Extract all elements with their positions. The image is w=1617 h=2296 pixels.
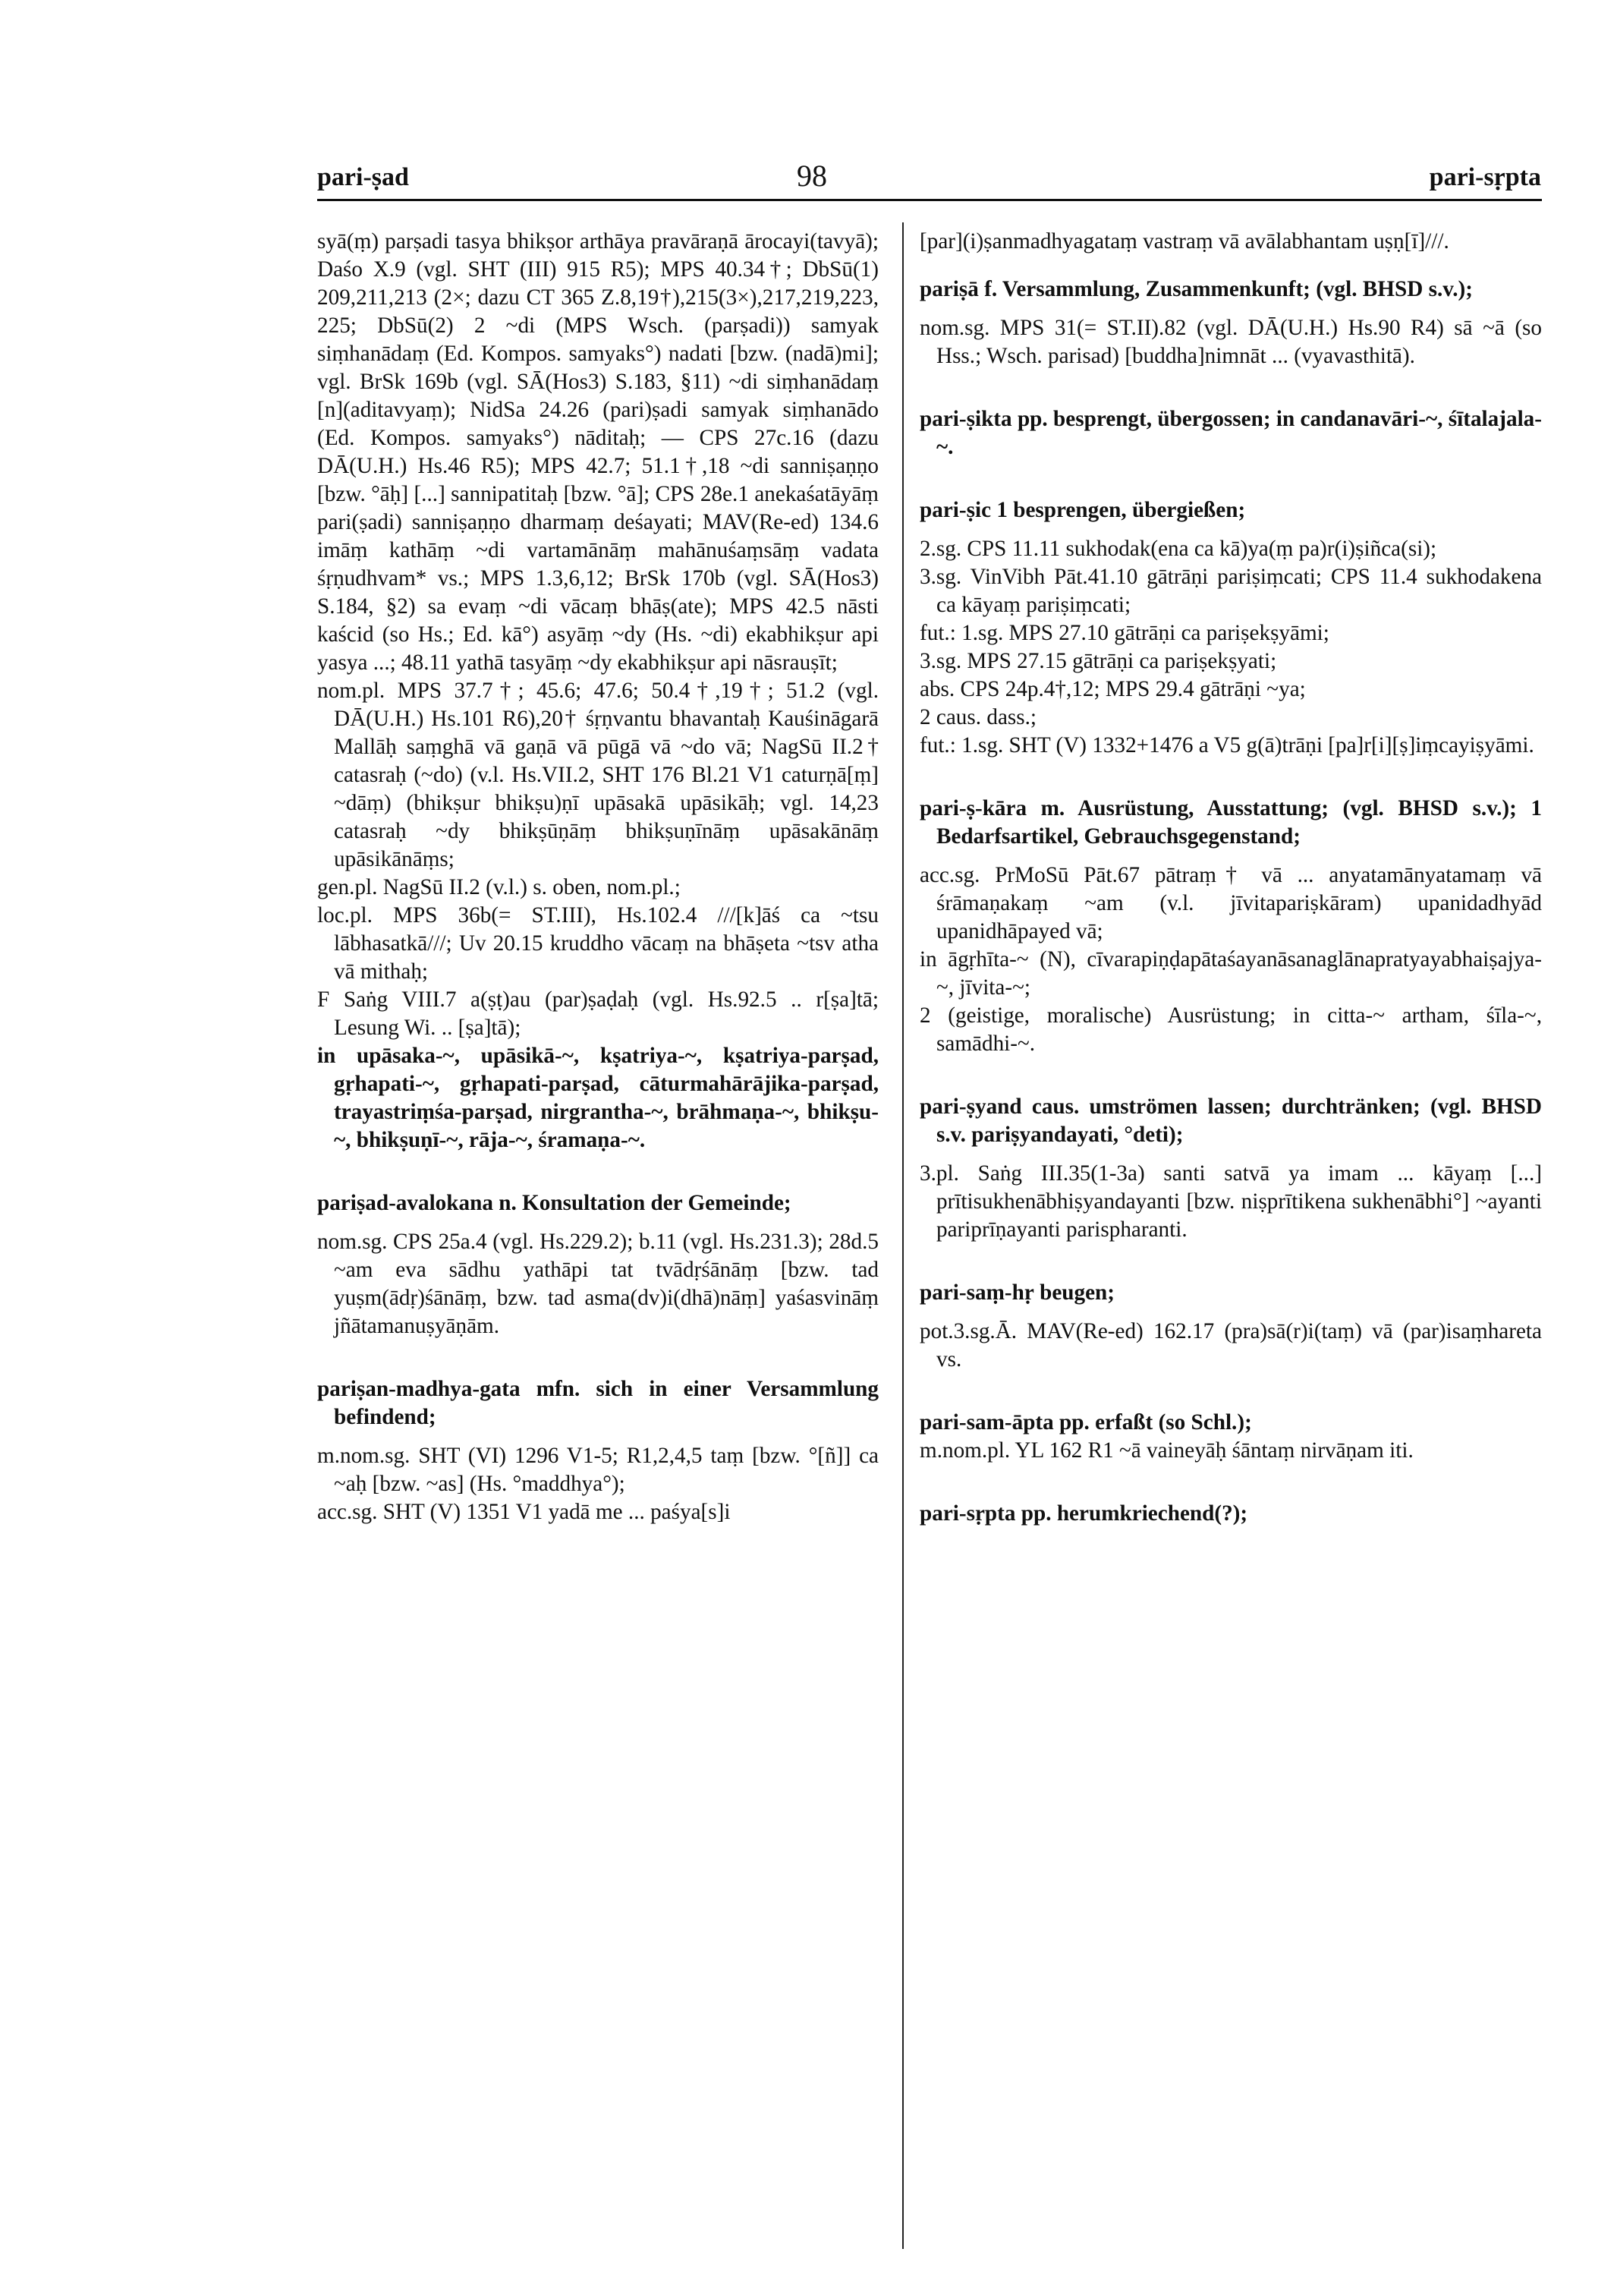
parisan-madhya-nom: m.nom.sg. SHT (VI) 1296 V1-5; R1,2,4,5 taṃ [bzw. °[ñ]] ca ~aḥ [bzw. ~as] (Hs. °maddhya°); xyxy=(317,1444,879,1496)
parisad-avalokana-body: nom.sg. CPS 25a.4 (vgl. Hs.229.2); b.11 (vgl. Hs.231.3); 28d.5 ~am eva sādhu yathāpi tat tvādṛśānāṃ [bzw. tad yuṣm(ādṛ)śānāṃ, bzw. tad asma(dv)i(dhā)nāṃ] yaśasvināṃ jñātamanuṣyāṇām. xyxy=(317,1230,879,1338)
right-running-head: pari-sṛpta xyxy=(1429,163,1541,191)
form-nom-pl: nom.pl. MPS 37.7†; 45.6; 47.6; 50.4†,19†; 51.2 (vgl. DĀ(U.H.) Hs.101 R6),20† śṛṇvantu bhavantaḥ Kauśināgarā Mallāḥ saṃghā vā gaṇā vā pūgā vā ~do vā; NagSū II.2† catasraḥ (~do) (v.l. Hs.VII.2, SHT 176 Bl.21 V1 caturṇā[ṃ] ~dāṃ) (bhikṣur bhikṣu)ṇī upāsakā upāsikāḥ; vgl. 14,23 catasraḥ ~dy bhikṣūṇāṃ bhikṣuṇīnāṃ upāsakānāṃ upāsikānāṃs; xyxy=(317,679,879,871)
right-column xyxy=(920,228,1542,1528)
headword-parisa: pariṣā f. Versammlung, Zusammenkunft; (vgl. BHSD s.v.); xyxy=(920,277,1473,301)
page-header xyxy=(0,0,1617,213)
headword-parisan-madhya-gata: pariṣan-madhya-gata mfn. sich in einer Versammlung befindend; xyxy=(317,1377,879,1429)
headword-pari-srpta: pari-sṛpta pp. herumkriechend(?); xyxy=(920,1501,1248,1526)
pari-sic-fut-1sg: fut.: 1.sg. MPS 27.10 gātrāṇi ca pariṣekṣyāmi; xyxy=(920,621,1329,645)
pari-sic-caus: 2 caus. dass.; xyxy=(920,705,1037,729)
headword-pari-sam-apta: pari-sam-āpta pp. erfaßt (so Schl.); xyxy=(920,1410,1252,1435)
column-divider xyxy=(902,222,904,2249)
headword-pari-s-kara: pari-ṣ-kāra m. Ausrüstung, Ausstattung; (vgl. BHSD s.v.); 1 Bedarfsartikel, Gebrauchsgegenstand; xyxy=(920,796,1542,849)
form-gen-pl: gen.pl. NagSū II.2 (v.l.) s. oben, nom.pl.; xyxy=(317,875,681,899)
headword-pari-syand: pari-ṣyand caus. umströmen lassen; durchtränken; (vgl. BHSD s.v. pariṣyandayati, °deti); xyxy=(920,1094,1542,1147)
page-number: 98 xyxy=(797,159,827,193)
form-loc-pl: loc.pl. MPS 36b(= ST.III), Hs.102.4 ///[k]āś ca ~tsu lābhasatkā///; Uv 20.15 kruddho vācaṃ na bhāṣeta ~tsv atha vā mithaḥ; xyxy=(317,903,879,984)
headword-pari-sic: pari-ṣic 1 besprengen, übergießen; xyxy=(920,498,1246,522)
entry-continuation: syā(ṃ) parṣadi tasya bhikṣor arthāya pravāraṇā ārocayi(tavyā); Daśo X.9 (vgl. SHT (III) 915 R5); MPS 40.34†; DbSū(1) 209,211,213 (2×; dazu CT 365 Z.8,19†),215(3×),217,219,223, 225; DbSū(2) 2 ~di (MPS Wsch. (parṣadi)) samyak siṃhanādaṃ (Ed. Kompos. samyaks°) nadati [bzw. (nadā)mi]; vgl. BrSk 169b (vgl. SĀ(Hos3) S.183, §11) ~di siṃhanādaṃ [n](aditavyaṃ); NidSa 24.26 (pari)ṣadi samyak siṃhanādo (Ed. Kompos. samyaks°) nāditaḥ; — CPS 27c.16 (dazu DĀ(U.H.) Hs.46 R5); MPS 42.7; 51.1†,18 ~di sanniṣaṇṇo [bzw. °āḥ] [...] sannipatitaḥ [bzw. °ā]; CPS 28e.1 anekaśatāyāṃ pari(ṣadi) sanniṣaṇṇo dharmaṃ deśayati; MAV(Re-ed) 134.6 imāṃ kathāṃ ~di vartamānāṃ mahānuśaṃsāṃ vadata śṛṇudhvam* vs.; MPS 1.3,6,12; BrSk 170b (vgl. SĀ(Hos3) S.184, §2) sa evaṃ ~di vācaṃ bhāṣ(ate); MPS 42.5 nāsti kaścid (so Hs.; Ed. kā°) asyāṃ ~dy (Hs. ~di) ekabhikṣur api yasya ...; 48.11 yathā tasyāṃ ~dy ekabhikṣur api nāsrauṣīt; xyxy=(317,229,879,675)
pari-syand-body: 3.pl. Saṅg III.35(1-3a) santi satvā ya imam ... kāyaṃ [...] prītisukhenābhiṣyandayanti [bzw. niṣprītikena sukhenābhi°] ~ayanti pariprīṇayanti parispharanti. xyxy=(920,1161,1542,1242)
pari-sam-apta-body: m.nom.pl. YL 162 R1 ~ā vaineyāḥ śāntaṃ nirvāṇam iti. xyxy=(920,1438,1414,1463)
pari-sic-fut-3sg: 3.sg. MPS 27.15 gātrāṇi ca pariṣekṣyati; xyxy=(920,649,1277,673)
parisan-madhya-acc: acc.sg. SHT (V) 1351 V1 yadā me ... paśya[s]i xyxy=(317,1500,731,1524)
headword-parisad-avalokana: pariṣad-avalokana n. Konsultation der Gemeinde; xyxy=(317,1191,791,1215)
pari-sic-3sg: 3.sg. VinVibh Pāt.41.10 gātrāṇi pariṣiṃcati; CPS 11.4 sukhodakena ca kāyaṃ pariṣiṃcati; xyxy=(920,565,1542,617)
form-f-sang: F Saṅg VIII.7 a(ṣṭ)au (par)ṣaḍaḥ (vgl. Hs.92.5 .. r[ṣa]tā; Lesung Wi. .. [ṣa]tā); xyxy=(317,987,879,1040)
headword-pari-sam-hr: pari-saṃ-hṛ beugen; xyxy=(920,1280,1115,1305)
pari-sic-2sg: 2.sg. CPS 11.11 sukhodak(ena ca kā)ya(ṃ pa)r(i)ṣiñca(si); xyxy=(920,537,1437,561)
pari-s-kara-acc: acc.sg. PrMoSū Pāt.67 pātraṃ† vā ... anyatamānyatamaṃ vā śrāmaṇakaṃ ~am (v.l. jīvitapariṣkāram) upanidadhyād upanidhāpayed vā; xyxy=(920,863,1542,943)
pari-sic-caus-fut: fut.: 1.sg. SHT (V) 1332+1476 a V5 g(ā)trāṇi [pa]r[i][ṣ]iṃcayiṣyāmi. xyxy=(920,733,1534,757)
pari-s-kara-sense-2: 2 (geistige, moralische) Ausrüstung; in citta-~ artham, śīla-~, samādhi-~. xyxy=(920,1003,1542,1056)
pari-sam-hr-body: pot.3.sg.Ā. MAV(Re-ed) 162.17 (pra)sā(r)i(taṃ) vā (par)isaṃhareta vs. xyxy=(920,1319,1542,1372)
pari-sic-abs: abs. CPS 24p.4†,12; MPS 29.4 gātrāṇi ~ya; xyxy=(920,677,1306,701)
left-running-head: pari-ṣad xyxy=(317,163,409,191)
pari-s-kara-in: in āgṛhīta-~ (N), cīvarapiṇḍapātaśayanāsanaglānapratyayabhaiṣajya-~, jīvita-~; xyxy=(920,947,1542,1000)
parisa-body: nom.sg. MPS 31(= ST.II).82 (vgl. DĀ(U.H.) Hs.90 R4) sā ~ā (so Hss.; Wsch. parisad) [buddha]nimnāt ... (vyavasthitā). xyxy=(920,316,1542,368)
header-rule xyxy=(317,199,1542,201)
left-column xyxy=(317,228,879,1526)
compounds-list: in upāsaka-~, upāsikā-~, kṣatriya-~, kṣatriya-parṣad, gṛhapati-~, gṛhapati-parṣad, cāturmahārājika-parṣad, trayastriṃśa-parṣad, nirgrantha-~, brāhmaṇa-~, bhikṣu-~, bhikṣuṇī-~, rāja-~, śramaṇa-~. xyxy=(317,1044,879,1152)
headword-pari-sikta: pari-ṣikta pp. besprengt, übergossen; in candanavāri-~, śītalajala-~. xyxy=(920,407,1542,459)
right-continuation: [par](i)ṣanmadhyagataṃ vastraṃ vā avālabhantam uṣṇ[ī]///. xyxy=(920,229,1449,254)
